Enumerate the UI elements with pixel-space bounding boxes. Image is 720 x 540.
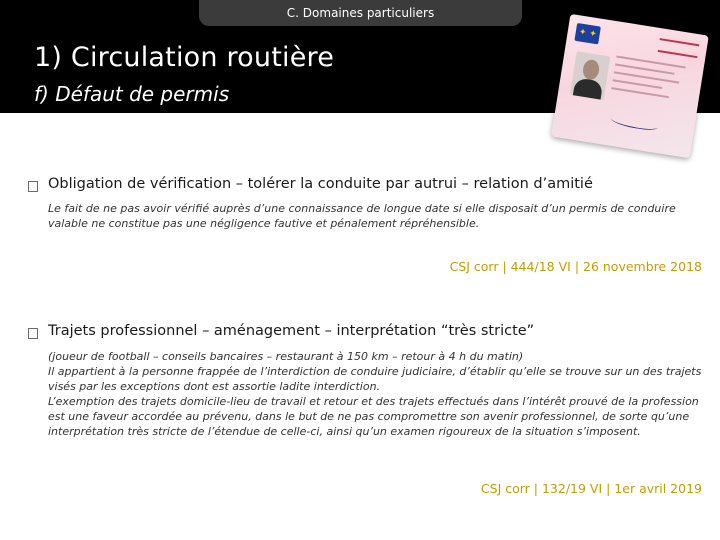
text-line: (joueur de football – conseils bancaires – restaurant à 150 km – retour à 4 h du matin) [48,350,524,363]
slide-title: 1) Circulation routière [34,42,335,73]
text-line: valable ne constitue pas une négligence fautive et pénalement répréhensible. [48,217,480,230]
text-line: est une faveur accordée au prévenu, dans le but de ne pas compromettre son avenir professionnel, de sorte qu’une [48,410,690,423]
slide-subtitle: f) Défaut de permis [34,82,230,106]
text-line: Le fait de ne pas avoir vérifié auprès d’une connaissance de longue date si elle disposait d’un permis de conduire [48,202,676,215]
point-2-title: Trajets professionnel – aménagement – interprétation “très stricte” [48,323,535,339]
bullet-icon [28,181,38,192]
license-text-lines [610,56,685,106]
license-header-stripe [658,38,700,58]
section-tab: C. Domaines particuliers [199,0,522,26]
text-line: interprétation très stricte de l’étendue de celle-ci, ainsi qu’un examen rigoureux de la situation s’imposent. [48,425,641,438]
point-1-title: Obligation de vérification – tolérer la conduite par autrui – relation d’amitié [48,176,593,192]
bullet-icon [28,328,38,339]
point-1-text [48,201,676,231]
point-2-text [48,349,701,439]
driving-license-image [551,14,709,158]
point-2-citation: CSJ corr | 132/19 VI | 1er avril 2019 [480,481,702,496]
eu-flag-icon: ✦ ✦ [574,23,601,45]
license-signature [610,113,659,131]
license-photo [570,51,610,100]
point-1-citation: CSJ corr | 444/18 VI | 26 novembre 2018 [449,259,702,274]
text-line: L’exemption des trajets domicile-lieu de travail et retour et des trajets effectués dans l’intérêt prouvé de la profession [48,395,699,408]
text-line: Il appartient à la personne frappée de l’interdiction de conduire judiciaire, d’établir qu’elle se trouve sur un des trajets [48,365,702,378]
text-line: visés par les exceptions dont est assortie ladite interdiction. [48,380,381,393]
